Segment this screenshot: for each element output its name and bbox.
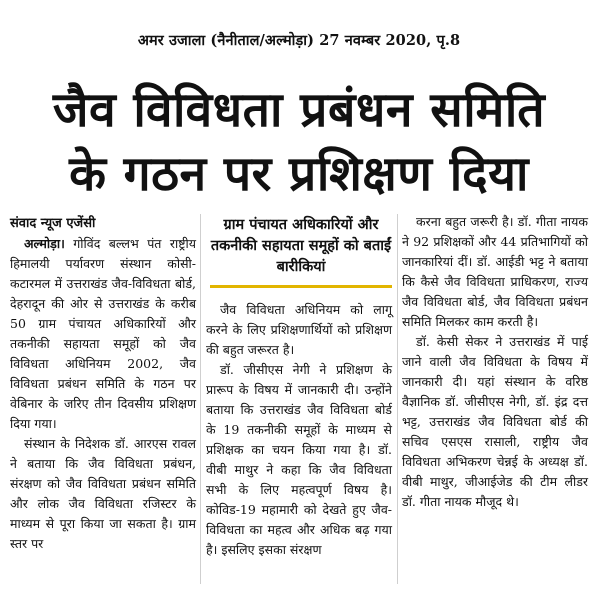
article-paragraph: संस्थान के निदेशक डॉ. आरएस रावल ने बताया कि जैव विविधता प्रबंधन, संरक्षण को जैव विविधता प्रबंधन समिति और लोक जैव विविधता रजिस्टर के माध्यम से पूरा किया जा सकता है। ग्राम स्तर पर <box>10 436 196 551</box>
article-column-2 <box>206 300 392 560</box>
pull-quote-text: ग्राम पंचायत अधिकारियों और तकनीकी सहायता समूहों को बताईं बारीकियां <box>210 216 392 275</box>
article-column-1 <box>10 214 196 554</box>
headline-line-2: के गठन पर प्रशिक्षण दिया <box>69 146 529 202</box>
article-column-3 <box>402 212 588 512</box>
article-paragraph: डॉ. केसी सेकर ने उत्तराखंड में पाई जाने वाली जैव विविधता के विषय में जानकारी दी। यहां संस्थान के वरिष्ठ वैज्ञानिक डॉ. जीसीएस नेगी, डॉ. इंद्र दत्त भट्ट, उत्तराखंड जैव विविधता बोर्ड की सचिव एसएस रासाली, राष्ट्रीय जैव विविधता अभिकरण चेन्नई के अध्यक्ष डॉ. वीबी माथुर, जीआईजेड की टीम लीडर डॉ. गीता नायक मौजूद थे। <box>402 334 588 509</box>
paragraph-text: गोविंद बल्लभ पंत राष्ट्रीय हिमालयी पर्यावरण संस्थान कोसी-कटारमल में उत्तराखंड जैव-विविधता बोर्ड, देहरादून की ओर से उत्तराखंड के करीब 50 ग्राम पंचायत अधिकारियों और तकनीकी सहायता समूहों को जैव विविधता अधिनियम 2002, जैव विविधता प्रबंधन समिति के गठन पर वेबिनार के जरिए तीन दिवसीय प्रशिक्षण दिया गया। <box>10 236 196 431</box>
pull-quote <box>208 206 394 286</box>
pull-quote-rule <box>210 285 392 288</box>
article-paragraph <box>10 234 196 434</box>
article-paragraph: करना बहुत जरूरी है। डॉ. गीता नायक ने 92 प्रशिक्षकों और 44 प्रतिभागियों को जानकारियां दीं। डॉ. आईडी भट्ट ने बताया कि कैसे जैव विविधता प्राधिकरण, राज्य जैव विविधता बोर्ड, जैव विविधता प्रबंधन समिति मिलकर काम करती है। <box>402 214 588 329</box>
column-divider <box>397 214 398 584</box>
article-paragraph: डॉ. जीसीएस नेगी ने प्रशिक्षण के प्रारूप के विषय में जानकारी दी। उन्होंने बताया कि उत्तराखंड जैव विविधता बोर्ड के 19 तकनीकी समूहों के माध्यम से प्रशिक्षक का चयन किया गया है। डॉ. वीबी माथुर ने कहा कि जैव विविधता सभी के लिए महत्वपूर्ण विषय है। कोविड-19 महामारी को देखते हुए जैव-विविधता का महत्व और अधिक बढ़ गया है। इसलिए इसका संरक्षण <box>206 362 392 557</box>
column-divider <box>200 214 201 584</box>
headline-line-1: जैव विविधता प्रबंधन समिति <box>52 82 546 138</box>
article-paragraph: जैव विविधता अधिनियम को लागू करने के लिए प्रशिक्षणार्थियों को प्रशिक्षण की बहुत जरूरत है। <box>206 302 392 357</box>
dateline: अल्मोड़ा। <box>24 236 65 251</box>
byline: संवाद न्यूज एजेंसी <box>10 216 96 231</box>
source-citation: अमर उजाला (नैनीताल/अल्मोड़ा) 27 नवम्बर 2020, पृ.8 <box>137 32 461 49</box>
